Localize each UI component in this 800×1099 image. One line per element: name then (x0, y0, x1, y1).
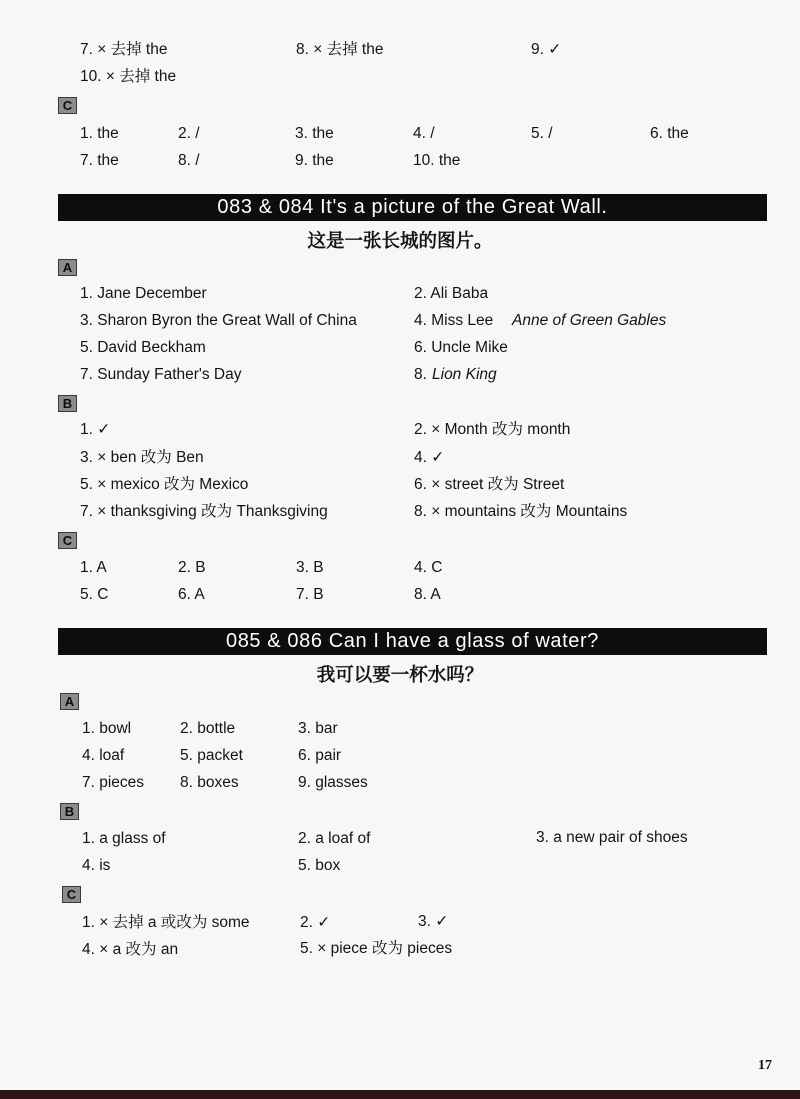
answer-item: 7. the (80, 152, 119, 169)
answer-item: 4. × a 改为 an (82, 941, 179, 958)
section-c-tag: C (58, 532, 77, 549)
section-a-tag: A (58, 259, 77, 276)
answer-item: 6. Uncle Mike (414, 339, 508, 356)
answer-item: 4. loaf (82, 747, 125, 764)
answer-item: 6. A (178, 586, 205, 603)
book-title: Anne of Green Gables (512, 312, 667, 329)
answer-item: 1. Jane December (80, 285, 207, 302)
unit-subtitle: 这是一张长城的图片。 (307, 231, 493, 252)
answer-item: 5. × piece 改为 pieces (300, 940, 453, 957)
answer-item: 5. packet (180, 747, 243, 764)
answer-item: 5. box (298, 857, 341, 874)
answer-item: 8. × mountains 改为 Mountains (414, 503, 628, 520)
answer-item: 3. the (295, 125, 334, 142)
answer-item: 7. × thanksgiving 改为 Thanksgiving (80, 503, 328, 520)
answer-item: 7. B (296, 586, 324, 603)
answer-item: 8. boxes (180, 774, 239, 791)
answer-item: 3. Sharon Byron the Great Wall of China (80, 312, 357, 329)
answer-item: 4. / (413, 125, 435, 142)
answer-item: 3. bar (298, 720, 338, 737)
section-c-tag: C (62, 886, 81, 903)
answer-item: 7. × 去掉 the (80, 41, 168, 58)
section-b-tag: B (58, 395, 77, 412)
section-c-tag: C (58, 97, 77, 114)
answer-item: 7. Sunday Father's Day (80, 366, 242, 383)
answer-item: 8. (414, 366, 427, 383)
page-bottom-edge (0, 1090, 800, 1099)
page-number: 17 (758, 1058, 772, 1073)
answer-item: 5. × mexico 改为 Mexico (80, 476, 249, 493)
answer-item: 4. is (82, 857, 111, 874)
answer-item: 1. bowl (82, 720, 132, 737)
book-title: Lion King (432, 366, 497, 383)
unit-subtitle: 我可以要一杯水吗？ (316, 665, 484, 686)
unit-title-banner: 083 & 084 It's a picture of the Great Wall. (58, 194, 767, 221)
section-a-tag: A (60, 693, 79, 710)
answer-item: 6. × street 改为 Street (414, 476, 565, 493)
answer-item: 3. ✓ (418, 913, 449, 930)
answer-item: 2. B (178, 559, 206, 576)
answer-item: 2. a loaf of (298, 830, 371, 847)
answer-item: 2. × Month 改为 month (414, 421, 571, 438)
answer-item: 5. / (531, 125, 553, 142)
answer-item: 4. C (414, 559, 443, 576)
answer-item: 7. pieces (82, 774, 145, 791)
answer-item: 1. A (80, 559, 107, 576)
answer-item: 10. the (413, 152, 461, 169)
answer-item: 4. ✓ (414, 449, 445, 466)
answer-item: 3. a new pair of shoes (536, 829, 688, 846)
answer-item: 3. × ben 改为 Ben (80, 449, 204, 466)
unit-title-banner: 085 & 086 Can I have a glass of water? (58, 628, 767, 655)
answer-item: 1. ✓ (80, 421, 111, 438)
answer-item: 1. the (80, 125, 119, 142)
answer-item: 8. A (414, 586, 441, 603)
answer-item: 10. × 去掉 the (80, 68, 177, 85)
answer-item: 4. Miss Lee (414, 312, 494, 329)
answer-item: 9. glasses (298, 774, 368, 791)
answer-item: 2. Ali Baba (414, 285, 489, 302)
answer-item: 6. pair (298, 747, 342, 764)
answer-item: 3. B (296, 559, 324, 576)
answer-item: 2. ✓ (300, 914, 331, 931)
answer-item: 8. × 去掉 the (296, 41, 384, 58)
answer-item: 1. a glass of (82, 830, 166, 847)
answer-item: 9. ✓ (531, 41, 562, 58)
answer-item: 5. C (80, 586, 109, 603)
answer-item: 5. David Beckham (80, 339, 206, 356)
answer-item: 2. / (178, 125, 200, 142)
answer-item: 1. × 去掉 a 或改为 some (82, 914, 250, 931)
answer-item: 6. the (650, 125, 689, 142)
answer-item: 8. / (178, 152, 200, 169)
answer-item: 2. bottle (180, 720, 236, 737)
answer-item: 9. the (295, 152, 334, 169)
section-b-tag: B (60, 803, 79, 820)
